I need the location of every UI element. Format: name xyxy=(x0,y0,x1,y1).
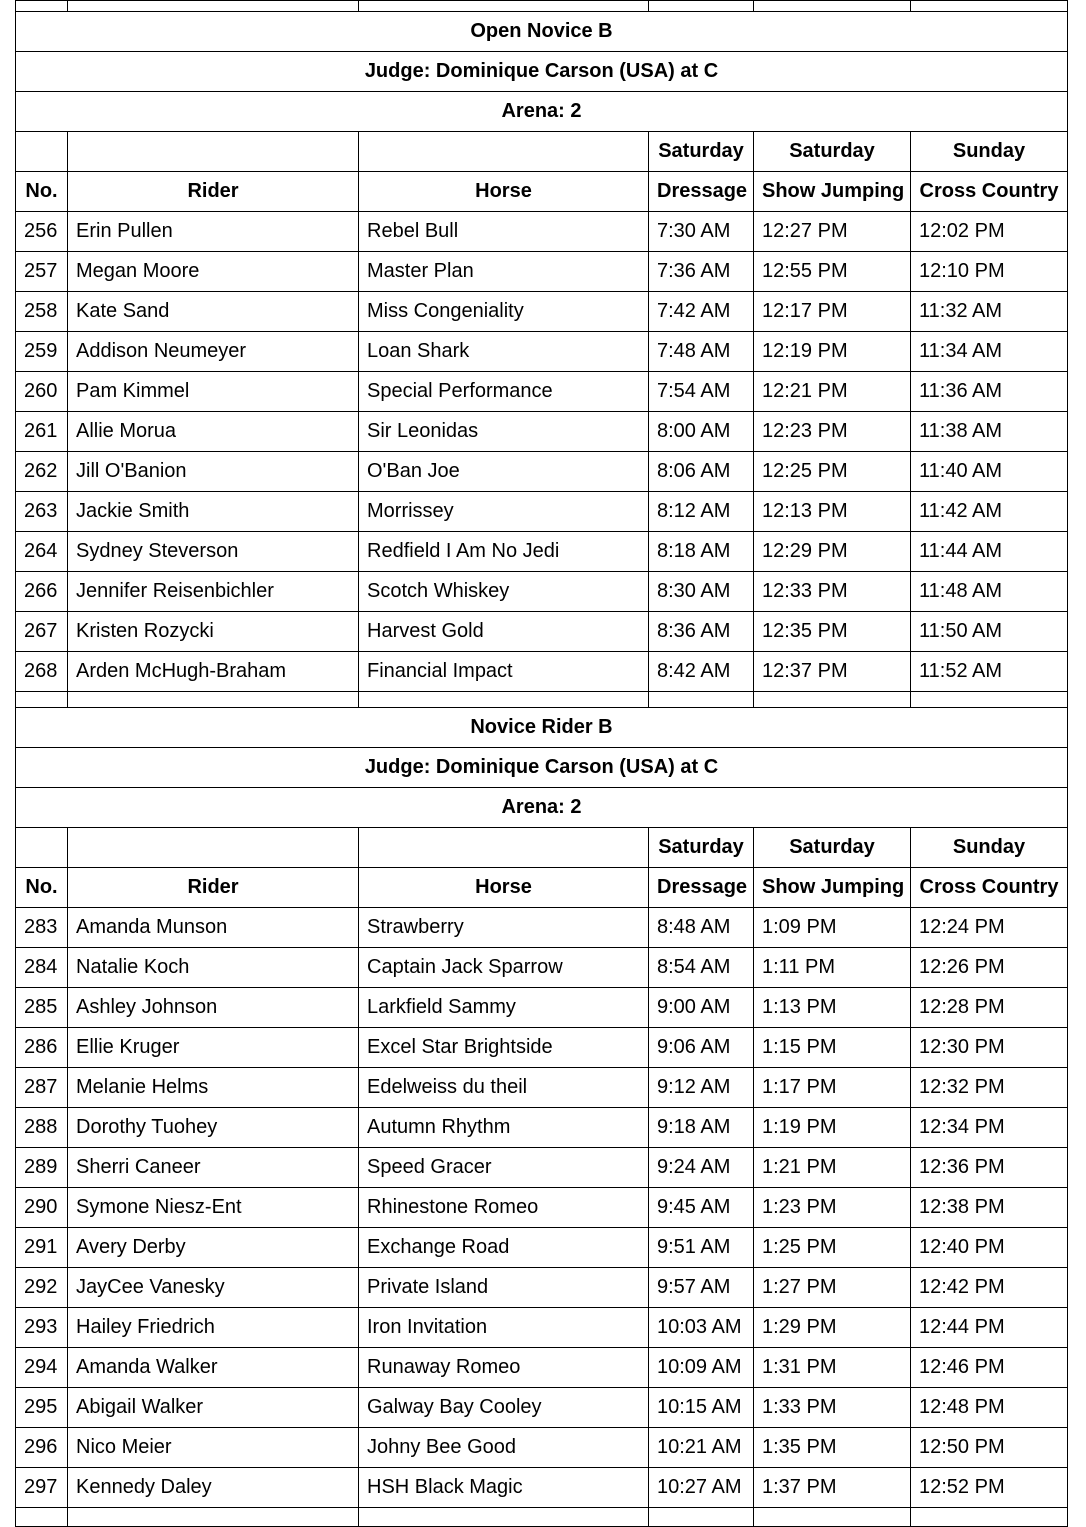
rider-name: Amanda Munson xyxy=(68,908,359,948)
dressage-time: 7:54 AM xyxy=(649,372,754,412)
show-jumping-time: 1:11 PM xyxy=(754,948,911,988)
table-row xyxy=(16,412,1068,452)
show-jumping-time: 12:35 PM xyxy=(754,612,911,652)
dressage-header: Dressage xyxy=(649,868,754,908)
entry-number: 266 xyxy=(16,572,68,612)
schedule-body xyxy=(16,1,1068,1527)
rider-name: Kate Sand xyxy=(68,292,359,332)
dressage-time: 9:12 AM xyxy=(649,1068,754,1108)
table-row xyxy=(16,252,1068,292)
show-jumping-time: 1:37 PM xyxy=(754,1468,911,1508)
dressage-time: 10:15 AM xyxy=(649,1388,754,1428)
division-arena: Arena: 2 xyxy=(16,788,1068,828)
table-row xyxy=(16,1108,1068,1148)
dressage-time: 8:54 AM xyxy=(649,948,754,988)
rider-name: Jill O'Banion xyxy=(68,452,359,492)
dressage-time: 10:09 AM xyxy=(649,1348,754,1388)
horse-name: Excel Star Brightside xyxy=(359,1028,649,1068)
spacer-cell xyxy=(754,1,911,12)
table-row xyxy=(16,612,1068,652)
entry-number: 264 xyxy=(16,532,68,572)
show-jumping-day-header: Saturday xyxy=(754,132,911,172)
horse-name: Speed Gracer xyxy=(359,1148,649,1188)
table-row xyxy=(16,452,1068,492)
empty-header-cell xyxy=(68,132,359,172)
dressage-day-header: Saturday xyxy=(649,828,754,868)
horse-name: Miss Congeniality xyxy=(359,292,649,332)
cross-country-time: 11:40 AM xyxy=(911,452,1068,492)
dressage-time: 9:45 AM xyxy=(649,1188,754,1228)
entry-number: 262 xyxy=(16,452,68,492)
table-row xyxy=(16,652,1068,692)
horse-name: HSH Black Magic xyxy=(359,1468,649,1508)
division-judge: Judge: Dominique Carson (USA) at C xyxy=(16,748,1068,788)
rider-name: Ellie Kruger xyxy=(68,1028,359,1068)
table-row xyxy=(16,212,1068,252)
horse-name: Redfield I Am No Jedi xyxy=(359,532,649,572)
show-jumping-time: 1:21 PM xyxy=(754,1148,911,1188)
table-row xyxy=(16,1228,1068,1268)
horse-name: Rhinestone Romeo xyxy=(359,1188,649,1228)
column-header-row xyxy=(16,172,1068,212)
cross-country-time: 12:48 PM xyxy=(911,1388,1068,1428)
spacer-cell xyxy=(911,1508,1068,1527)
table-row xyxy=(16,988,1068,1028)
show-jumping-day-header: Saturday xyxy=(754,828,911,868)
spacer-cell xyxy=(649,1508,754,1527)
rider-name: Dorothy Tuohey xyxy=(68,1108,359,1148)
cross-country-time: 11:48 AM xyxy=(911,572,1068,612)
dressage-time: 8:18 AM xyxy=(649,532,754,572)
number-header: No. xyxy=(16,868,68,908)
horse-name: Captain Jack Sparrow xyxy=(359,948,649,988)
spacer-cell xyxy=(649,692,754,708)
horse-name: Loan Shark xyxy=(359,332,649,372)
cross-country-time: 11:38 AM xyxy=(911,412,1068,452)
empty-header-cell xyxy=(359,828,649,868)
rider-name: Kennedy Daley xyxy=(68,1468,359,1508)
table-row xyxy=(16,1468,1068,1508)
dressage-time: 8:42 AM xyxy=(649,652,754,692)
spacer-cell xyxy=(359,692,649,708)
table-row xyxy=(16,1028,1068,1068)
entry-number: 283 xyxy=(16,908,68,948)
cross-country-time: 12:02 PM xyxy=(911,212,1068,252)
cross-country-time: 12:34 PM xyxy=(911,1108,1068,1148)
dressage-time: 10:27 AM xyxy=(649,1468,754,1508)
dressage-time: 9:00 AM xyxy=(649,988,754,1028)
show-jumping-time: 12:21 PM xyxy=(754,372,911,412)
entry-number: 297 xyxy=(16,1468,68,1508)
horse-name: Runaway Romeo xyxy=(359,1348,649,1388)
rider-name: Addison Neumeyer xyxy=(68,332,359,372)
division-title: Novice Rider B xyxy=(16,708,1068,748)
empty-header-cell xyxy=(16,132,68,172)
show-jumping-time: 12:33 PM xyxy=(754,572,911,612)
dressage-time: 7:36 AM xyxy=(649,252,754,292)
spacer-cell xyxy=(68,1508,359,1527)
table-row xyxy=(16,948,1068,988)
show-jumping-time: 1:17 PM xyxy=(754,1068,911,1108)
cross-country-time: 12:10 PM xyxy=(911,252,1068,292)
horse-name: Financial Impact xyxy=(359,652,649,692)
show-jumping-header: Show Jumping xyxy=(754,868,911,908)
entry-number: 284 xyxy=(16,948,68,988)
rider-header: Rider xyxy=(68,172,359,212)
show-jumping-time: 12:25 PM xyxy=(754,452,911,492)
rider-name: Hailey Friedrich xyxy=(68,1308,359,1348)
cross-country-time: 12:42 PM xyxy=(911,1268,1068,1308)
cross-country-time: 11:36 AM xyxy=(911,372,1068,412)
division-title-row xyxy=(16,12,1068,52)
entry-number: 259 xyxy=(16,332,68,372)
day-header-row xyxy=(16,132,1068,172)
dressage-time: 8:06 AM xyxy=(649,452,754,492)
entry-number: 291 xyxy=(16,1228,68,1268)
entry-number: 261 xyxy=(16,412,68,452)
cross-country-time: 11:44 AM xyxy=(911,532,1068,572)
rider-name: Jennifer Reisenbichler xyxy=(68,572,359,612)
horse-name: Exchange Road xyxy=(359,1228,649,1268)
cross-country-time: 12:44 PM xyxy=(911,1308,1068,1348)
rider-name: Nico Meier xyxy=(68,1428,359,1468)
empty-header-cell xyxy=(359,132,649,172)
dressage-time: 9:57 AM xyxy=(649,1268,754,1308)
table-row xyxy=(16,332,1068,372)
number-header: No. xyxy=(16,172,68,212)
cross-country-time: 11:50 AM xyxy=(911,612,1068,652)
entry-number: 294 xyxy=(16,1348,68,1388)
horse-name: Sir Leonidas xyxy=(359,412,649,452)
horse-name: Scotch Whiskey xyxy=(359,572,649,612)
division-judge-row xyxy=(16,748,1068,788)
rider-name: Symone Niesz-Ent xyxy=(68,1188,359,1228)
show-jumping-time: 12:23 PM xyxy=(754,412,911,452)
division-separator-row xyxy=(16,692,1068,708)
cross-country-time: 12:36 PM xyxy=(911,1148,1068,1188)
dressage-time: 8:30 AM xyxy=(649,572,754,612)
rider-name: Natalie Koch xyxy=(68,948,359,988)
division-judge: Judge: Dominique Carson (USA) at C xyxy=(16,52,1068,92)
table-row xyxy=(16,372,1068,412)
table-row xyxy=(16,1388,1068,1428)
entry-number: 258 xyxy=(16,292,68,332)
dressage-time: 9:06 AM xyxy=(649,1028,754,1068)
spacer-cell xyxy=(68,692,359,708)
entry-number: 263 xyxy=(16,492,68,532)
division-arena-row xyxy=(16,788,1068,828)
cross-country-time: 11:52 AM xyxy=(911,652,1068,692)
cross-country-time: 11:32 AM xyxy=(911,292,1068,332)
day-header-row xyxy=(16,828,1068,868)
cross-country-time: 11:34 AM xyxy=(911,332,1068,372)
spacer-cell xyxy=(359,1508,649,1527)
rider-name: Arden McHugh-Braham xyxy=(68,652,359,692)
rider-header: Rider xyxy=(68,868,359,908)
cross-country-time: 11:42 AM xyxy=(911,492,1068,532)
horse-name: Master Plan xyxy=(359,252,649,292)
division-title: Open Novice B xyxy=(16,12,1068,52)
cross-country-day-header: Sunday xyxy=(911,132,1068,172)
show-jumping-time: 1:31 PM xyxy=(754,1348,911,1388)
rider-name: Amanda Walker xyxy=(68,1348,359,1388)
table-row xyxy=(16,1188,1068,1228)
show-jumping-time: 1:19 PM xyxy=(754,1108,911,1148)
cross-country-time: 12:46 PM xyxy=(911,1348,1068,1388)
entry-number: 292 xyxy=(16,1268,68,1308)
rider-name: Abigail Walker xyxy=(68,1388,359,1428)
entry-number: 287 xyxy=(16,1068,68,1108)
top-continuation-row xyxy=(16,1,1068,12)
show-jumping-time: 1:27 PM xyxy=(754,1268,911,1308)
horse-name: O'Ban Joe xyxy=(359,452,649,492)
horse-name: Edelweiss du theil xyxy=(359,1068,649,1108)
table-row xyxy=(16,1268,1068,1308)
cross-country-header: Cross Country xyxy=(911,172,1068,212)
entry-number: 293 xyxy=(16,1308,68,1348)
show-jumping-time: 1:33 PM xyxy=(754,1388,911,1428)
table-row xyxy=(16,1428,1068,1468)
rider-name: Megan Moore xyxy=(68,252,359,292)
spacer-cell xyxy=(911,1,1068,12)
rider-name: Erin Pullen xyxy=(68,212,359,252)
show-jumping-time: 12:55 PM xyxy=(754,252,911,292)
cross-country-day-header: Sunday xyxy=(911,828,1068,868)
cross-country-time: 12:50 PM xyxy=(911,1428,1068,1468)
table-row xyxy=(16,492,1068,532)
show-jumping-time: 1:35 PM xyxy=(754,1428,911,1468)
cross-country-time: 12:40 PM xyxy=(911,1228,1068,1268)
rider-name: Sherri Caneer xyxy=(68,1148,359,1188)
show-jumping-time: 12:29 PM xyxy=(754,532,911,572)
show-jumping-time: 12:37 PM xyxy=(754,652,911,692)
show-jumping-time: 1:23 PM xyxy=(754,1188,911,1228)
entry-number: 295 xyxy=(16,1388,68,1428)
show-jumping-time: 1:25 PM xyxy=(754,1228,911,1268)
spacer-cell xyxy=(16,1,68,12)
dressage-time: 9:51 AM xyxy=(649,1228,754,1268)
show-jumping-time: 1:13 PM xyxy=(754,988,911,1028)
cross-country-time: 12:52 PM xyxy=(911,1468,1068,1508)
cross-country-time: 12:28 PM xyxy=(911,988,1068,1028)
rider-name: Pam Kimmel xyxy=(68,372,359,412)
table-row xyxy=(16,1148,1068,1188)
cross-country-time: 12:38 PM xyxy=(911,1188,1068,1228)
horse-name: Harvest Gold xyxy=(359,612,649,652)
rider-name: Allie Morua xyxy=(68,412,359,452)
cross-country-time: 12:30 PM xyxy=(911,1028,1068,1068)
cross-country-header: Cross Country xyxy=(911,868,1068,908)
table-row xyxy=(16,532,1068,572)
spacer-cell xyxy=(68,1,359,12)
dressage-header: Dressage xyxy=(649,172,754,212)
table-row xyxy=(16,1068,1068,1108)
entry-number: 289 xyxy=(16,1148,68,1188)
show-jumping-time: 12:17 PM xyxy=(754,292,911,332)
spacer-cell xyxy=(359,1,649,12)
table-row xyxy=(16,292,1068,332)
spacer-cell xyxy=(649,1,754,12)
horse-name: Iron Invitation xyxy=(359,1308,649,1348)
table-row xyxy=(16,908,1068,948)
rider-name: Jackie Smith xyxy=(68,492,359,532)
show-jumping-time: 1:09 PM xyxy=(754,908,911,948)
column-header-row xyxy=(16,868,1068,908)
dressage-time: 9:24 AM xyxy=(649,1148,754,1188)
dressage-time: 7:48 AM xyxy=(649,332,754,372)
dressage-time: 7:30 AM xyxy=(649,212,754,252)
dressage-time: 9:18 AM xyxy=(649,1108,754,1148)
horse-header: Horse xyxy=(359,172,649,212)
show-jumping-time: 1:15 PM xyxy=(754,1028,911,1068)
horse-name: Autumn Rhythm xyxy=(359,1108,649,1148)
empty-header-cell xyxy=(16,828,68,868)
horse-name: Strawberry xyxy=(359,908,649,948)
entry-number: 285 xyxy=(16,988,68,1028)
dressage-time: 8:48 AM xyxy=(649,908,754,948)
show-jumping-time: 1:29 PM xyxy=(754,1308,911,1348)
show-jumping-header: Show Jumping xyxy=(754,172,911,212)
entry-number: 256 xyxy=(16,212,68,252)
show-jumping-time: 12:19 PM xyxy=(754,332,911,372)
spacer-cell xyxy=(16,692,68,708)
table-row xyxy=(16,572,1068,612)
entry-number: 286 xyxy=(16,1028,68,1068)
schedule-document xyxy=(15,0,1067,1527)
entry-number: 260 xyxy=(16,372,68,412)
show-jumping-time: 12:27 PM xyxy=(754,212,911,252)
table-row xyxy=(16,1348,1068,1388)
horse-name: Larkfield Sammy xyxy=(359,988,649,1028)
dressage-time: 8:36 AM xyxy=(649,612,754,652)
rider-name: Kristen Rozycki xyxy=(68,612,359,652)
entry-number: 257 xyxy=(16,252,68,292)
table-row xyxy=(16,1308,1068,1348)
empty-header-cell xyxy=(68,828,359,868)
rider-name: JayCee Vanesky xyxy=(68,1268,359,1308)
rider-name: Ashley Johnson xyxy=(68,988,359,1028)
spacer-cell xyxy=(16,1508,68,1527)
rider-name: Sydney Steverson xyxy=(68,532,359,572)
horse-name: Special Performance xyxy=(359,372,649,412)
spacer-cell xyxy=(911,692,1068,708)
cross-country-time: 12:24 PM xyxy=(911,908,1068,948)
entry-number: 268 xyxy=(16,652,68,692)
show-jumping-time: 12:13 PM xyxy=(754,492,911,532)
entry-number: 288 xyxy=(16,1108,68,1148)
horse-name: Rebel Bull xyxy=(359,212,649,252)
dressage-time: 7:42 AM xyxy=(649,292,754,332)
dressage-time: 10:21 AM xyxy=(649,1428,754,1468)
horse-header: Horse xyxy=(359,868,649,908)
entry-number: 290 xyxy=(16,1188,68,1228)
division-arena: Arena: 2 xyxy=(16,92,1068,132)
division-judge-row xyxy=(16,52,1068,92)
horse-name: Galway Bay Cooley xyxy=(359,1388,649,1428)
horse-name: Johny Bee Good xyxy=(359,1428,649,1468)
spacer-cell xyxy=(754,1508,911,1527)
entry-number: 296 xyxy=(16,1428,68,1468)
horse-name: Morrissey xyxy=(359,492,649,532)
division-title-row xyxy=(16,708,1068,748)
rider-name: Melanie Helms xyxy=(68,1068,359,1108)
schedule-table xyxy=(15,0,1068,1527)
entry-number: 267 xyxy=(16,612,68,652)
dressage-time: 8:12 AM xyxy=(649,492,754,532)
cross-country-time: 12:26 PM xyxy=(911,948,1068,988)
rider-name: Avery Derby xyxy=(68,1228,359,1268)
dressage-time: 8:00 AM xyxy=(649,412,754,452)
bottom-continuation-row xyxy=(16,1508,1068,1527)
dressage-day-header: Saturday xyxy=(649,132,754,172)
dressage-time: 10:03 AM xyxy=(649,1308,754,1348)
horse-name: Private Island xyxy=(359,1268,649,1308)
cross-country-time: 12:32 PM xyxy=(911,1068,1068,1108)
spacer-cell xyxy=(754,692,911,708)
division-arena-row xyxy=(16,92,1068,132)
